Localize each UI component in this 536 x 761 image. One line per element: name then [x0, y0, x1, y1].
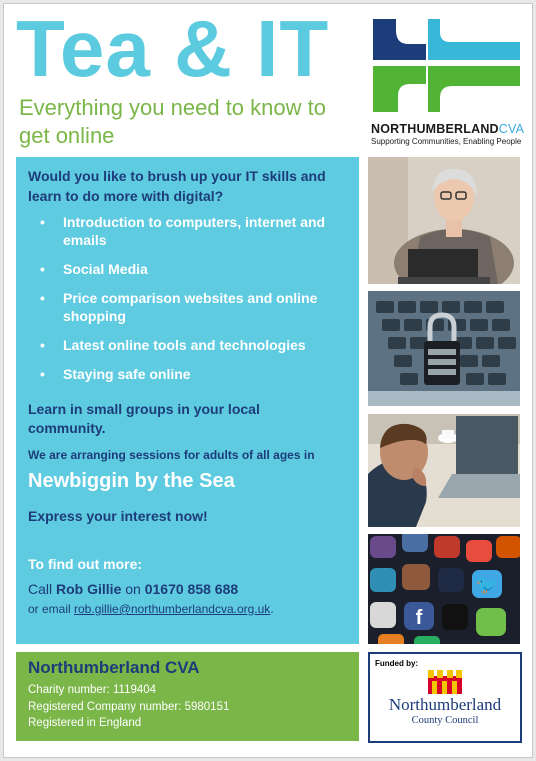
- flyer-title: Tea & IT: [16, 4, 330, 93]
- call-contact: Call Rob Gillie on 01670 858 688: [28, 581, 239, 597]
- company-number: Registered Company number: 5980151: [28, 701, 230, 713]
- footer-org-name: Northumberland CVA: [28, 658, 200, 677]
- flyer-page: [3, 3, 533, 758]
- topic-item: • Price comparison websites and online shopping: [28, 289, 348, 325]
- council-name: Northumberland: [388, 695, 502, 714]
- funded-by-label: Funded by:: [375, 659, 419, 668]
- topic-list: [28, 213, 348, 394]
- learn-groups-text: Learn in small groups in your local community.: [28, 401, 260, 436]
- app-icons-photo: [368, 534, 520, 644]
- find-out-more-heading: To find out more:: [28, 556, 143, 572]
- contact-phone: 01670 858 688: [144, 581, 239, 597]
- logo-tagline: Supporting Communities, Enabling People: [371, 137, 522, 146]
- email-contact: or email rob.gillie@northumberlandcva.org.uk.: [28, 602, 274, 616]
- funded-by-box: [368, 652, 522, 743]
- contact-name: Rob Gillie: [56, 581, 122, 597]
- council-subtitle: County Council: [411, 715, 479, 726]
- man-laptop-photo: [368, 414, 520, 527]
- topic-item: • Latest online tools and technologies: [28, 336, 348, 354]
- topic-item: • Staying safe online: [28, 365, 348, 383]
- info-panel: [16, 157, 359, 644]
- topic-item: • Social Media: [28, 260, 348, 278]
- intro-question: Would you like to brush up your IT skills and learn to do more with digital?: [28, 168, 326, 204]
- svg-text:f: f: [415, 607, 423, 629]
- svg-text:🐦: 🐦: [475, 575, 499, 595]
- location-name: Newbiggin by the Sea: [28, 470, 235, 492]
- email-link[interactable]: rob.gillie@northumberlandcva.org.uk: [74, 602, 271, 616]
- charity-number: Charity number: 1119404: [28, 684, 157, 696]
- footer-org-info: [16, 652, 359, 741]
- woman-laptop-photo: [368, 157, 520, 284]
- padlock-keyboard-photo: [368, 291, 520, 406]
- flyer-subtitle: Everything you need to know to get online: [19, 95, 326, 148]
- council-crest-icon: [428, 670, 462, 694]
- logo-org-name: NORTHUMBERLANDCVA: [371, 122, 525, 136]
- cross-logo-icon: [368, 14, 524, 118]
- topic-item: • Introduction to computers, internet and emails: [28, 213, 348, 249]
- express-interest-text: Express your interest now!: [28, 508, 208, 524]
- northumberland-cva-logo: [368, 14, 524, 154]
- registered-country: Registered in England: [28, 717, 142, 729]
- arranging-text: We are arranging sessions for adults of all ages in: [28, 448, 315, 462]
